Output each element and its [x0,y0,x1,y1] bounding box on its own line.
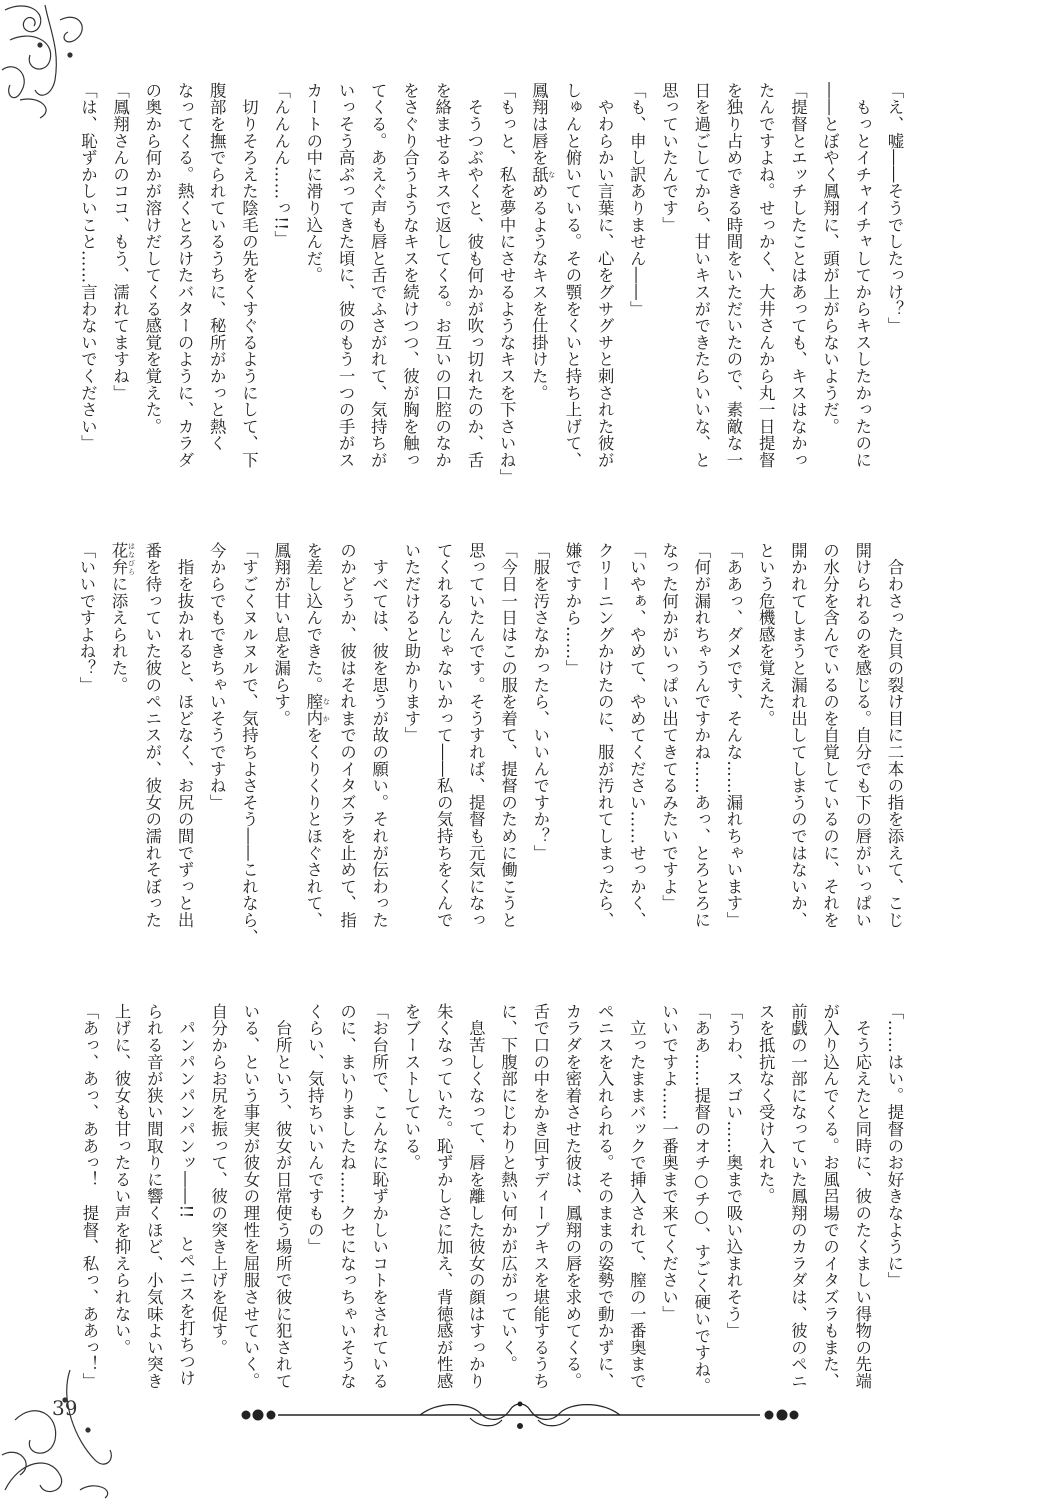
text-segment: 切りそろえた陰毛の先をくすぐるようにして、下 [239,82,259,469]
text-segment: 今からでもできちゃいそうですね」 [207,542,227,811]
text-line [330,1003,362,1443]
ruby-base: 膣内 [303,693,323,727]
text-segment: 「いいですよね？」 [76,542,96,694]
text-segment: そうつぶやくと、彼も何かが吹っ切れたのか、舌 [464,82,484,469]
text-segment: 「何が漏れちゃうんですかね……あっ、とろとろに [691,542,711,929]
text-line [813,542,845,982]
text-line [264,542,296,982]
text-segment: 開かれてしまうと漏れ出してしまうのではないか、 [788,542,808,929]
text-segment: 腹部を撫でられているうちに、秘所がかっと熱く [207,82,227,452]
text-line [878,542,910,982]
text-segment: 息苦しくなって、唇を離した彼女の顔はすっかり [466,1003,486,1390]
text-line [652,542,684,982]
text-segment: に、下腹部にじわりと熱い何かが広がっていく。 [498,1003,518,1373]
text-line [588,1003,620,1443]
text-segment: ――とぼやく鳳翔に、頭が上がらないようだ。 [820,82,840,435]
text-segment: 鳳翔は唇を [529,82,549,166]
text-line [685,542,717,982]
text-segment: 日を過ごしてから、甘いキスができたらいいな、と [691,82,711,469]
text-line [168,542,200,982]
text-segment: カートの中に滑り込んだ。 [303,82,323,284]
text-block-top [72,82,910,522]
text-segment: 指を抜かれると、ほどなく、お尻の間でずっと出 [175,542,195,929]
text-line [813,82,845,522]
text-segment: やわらかい言葉に、心をグサグサと刺された彼が [595,82,615,469]
text-segment: 「提督とエッチしたことはあっても、キスはなかっ [788,82,808,469]
text-line [363,1003,395,1443]
ruby-reading: な [547,166,556,183]
text-line [330,542,362,982]
text-line [202,1003,234,1443]
text-line [297,82,329,522]
text-segment: そう応えたと同時に、彼のたくましい得物の先端 [852,1003,872,1390]
text-segment: 嫌ですから……」 [562,542,582,677]
text-line [232,542,264,982]
text-segment: てくる。あえぐ声も唇と舌でふさがれて、気持ちが [368,82,388,469]
text-line [846,542,878,982]
text-block-bottom [72,1003,910,1443]
text-line [781,1003,813,1443]
text-segment: カラダを密着させた彼は、鳳翔の唇を求めてくる。 [562,1003,582,1390]
text-line [73,1003,105,1443]
text-line [266,1003,298,1443]
text-line [168,82,200,522]
text-line [70,542,102,982]
text-line [395,1003,427,1443]
ruby-base: 舐 [529,166,549,183]
text-segment: 鳳翔が甘い息を漏らす。 [271,542,291,727]
text-line [329,82,361,522]
text-segment: いいですよ……一番奥まで来てください」 [659,1003,679,1323]
text-line [459,542,491,982]
text-segment: しゅんと俯いている。その顎をくいと持ち上げて、 [562,82,582,469]
text-segment: 「あっ、あっ、ああっ！ 提督、私っ、ああっ！」 [79,1003,99,1390]
text-line [427,542,459,982]
text-segment: をくりくりとほぐされて、 [303,726,323,929]
text-segment: もっとイチャイチャしてからキスしたかったのに [852,82,872,469]
text-line [717,542,749,982]
text-line [717,82,749,522]
text-segment: 上げに、彼女も甘ったるい声を抑えられない。 [112,1003,132,1356]
text-line [588,542,620,982]
text-line [297,542,331,982]
text-line [490,82,522,522]
text-segment: すべては、彼を思うが故の願い。それが伝わった [369,542,389,929]
text-line [71,82,103,522]
text-line [393,82,425,522]
text-segment: 朱くなっていた。恥ずかしさに加え、背徳感が性感 [434,1003,454,1390]
text-line [749,82,781,522]
text-segment: スを抵抗なく受け入れた。 [756,1003,776,1205]
text-line [395,542,427,982]
text-segment: 「今日一日はこの服を着て、提督のために働こうと [498,542,518,929]
text-segment: めるようなキスを仕掛けた。 [529,182,549,402]
text-line [588,82,620,522]
text-line [878,82,910,522]
text-line [781,82,813,522]
text-line [458,82,490,522]
text-segment: 前戯の一部になっていた鳳翔のカラダは、彼のペニ [788,1003,808,1390]
text-line [459,1003,491,1443]
text-line [685,1003,717,1443]
text-segment: を絡ませるキスで返してくる。お互いの口腔のなか [432,82,452,469]
text-line [234,1003,266,1443]
text-line [846,82,878,522]
text-segment: 番を待っていた彼のペニスが、彼女の濡れそぼった [142,542,162,929]
text-line [878,1003,910,1443]
text-line [556,542,588,982]
text-segment: 立ったままバックで挿入されて、膣の一番奥まで [627,1003,647,1390]
ruby-reading: なか [322,693,331,727]
text-line [620,542,652,982]
text-line [361,82,393,522]
text-line [425,82,457,522]
text-line [363,542,395,982]
text-line [685,82,717,522]
text-line [781,542,813,982]
text-line [491,1003,523,1443]
text-segment: 「……はい。提督のお好きなように」 [885,1003,904,1289]
text-segment: 「もっと、私を夢中にさせるようなキスを下さいね」 [497,82,517,486]
text-segment: 「ああっ、ダメです、そんな……漏れちゃいます」 [723,542,743,929]
text-segment: 思っていたんです」 [659,82,679,234]
text-line [102,542,136,982]
text-segment: 「んんんん……っ!!」 [271,82,291,248]
text-segment: のかどうか、彼はそれまでのイタズラを止めて、指 [337,542,357,929]
text-line [846,1003,878,1443]
ruby-word [303,693,331,727]
text-segment: 「すごくヌルヌルで、気持ちよさそう――これなら、 [239,542,259,946]
text-line [136,82,168,522]
text-line [264,82,296,522]
text-segment: の水分を含んでいるのを自覚しているのに、それを [820,542,840,929]
text-line [105,1003,137,1443]
text-segment: を差し込んできた。 [303,542,323,694]
text-segment: 開けられるのを感じる。自分でも下の唇がいっぱい [852,542,872,929]
text-segment: いただけると助かります」 [401,542,421,744]
text-line [749,1003,781,1443]
text-segment: パンパンパンパンッ――!! とペニスを打ちつけ [176,1003,196,1387]
text-segment: 合わさった貝の裂け目に二本の指を添えて、こじ [885,542,904,929]
text-segment: 舌で口の中をかき回すディープキスを堪能するうち [530,1003,550,1390]
text-line [200,82,232,522]
text-line [652,82,684,522]
text-line [749,542,781,982]
text-line [524,542,556,982]
text-line [427,1003,459,1443]
text-line [620,1003,652,1443]
text-segment: 「ああ……提督のオチ○チ○、すごく硬いですね。 [691,1003,711,1395]
text-segment: いる、という事実が彼女の理性を屈服させていく。 [240,1003,260,1390]
text-segment: をさぐり合うようなキスを続けつつ、彼が胸を触っ [400,82,420,469]
text-segment: を独り占めできる時間をいただいたので、素敵な一 [723,82,743,469]
text-segment: 「いやぁ、やめて、やめてください……せっかく、 [627,542,647,929]
text-line [620,82,652,522]
text-segment: 「うわ、スゴい……奥まで吸い込まれそう」 [723,1003,743,1339]
text-segment: をブーストしている。 [401,1003,421,1171]
ruby-word [529,166,556,183]
page-number: 39 [52,1396,78,1420]
text-line [298,1003,330,1443]
text-block-middle [72,542,910,982]
text-line [169,1003,201,1443]
text-line [136,542,168,982]
text-segment: 「服を汚さなかったら、いいんですか？」 [530,542,550,862]
text-segment: くらい、気持ちいいんですもの」 [305,1003,325,1255]
text-segment: が入り込んでくる。お風呂場でのイタズラもまた、 [820,1003,840,1390]
text-line [200,542,232,982]
text-segment: 自分からお尻を振って、彼の突き上げを促す。 [208,1003,228,1356]
text-segment: 「は、恥ずかしいこと……言わないでください」 [78,82,98,452]
text-line [717,1003,749,1443]
text-segment: という危機感を覚えた。 [756,542,776,727]
text-line [556,1003,588,1443]
text-segment: 「鳳翔さんのココ、もう、濡れてますね」 [110,82,130,402]
text-line [103,82,135,522]
ruby-base: 花弁 [109,542,129,576]
text-line [232,82,264,522]
text-segment: に添えられた。 [109,575,129,694]
text-segment: のに、まいりましたね……クセになっちゃいそうな [337,1003,357,1390]
text-segment: ペニスを入れられる。そのままの姿勢で動かずに、 [595,1003,615,1390]
text-line [813,1003,845,1443]
text-segment: いっそう高ぶってきた頃に、彼のもう一つの手がス [336,82,356,469]
text-segment: られる音が狭い間取りに響くほど、小気味よい突き [144,1003,164,1390]
text-segment: 「も、申し訳ありません――」 [627,82,647,318]
text-line [522,82,556,522]
text-segment: 台所という、彼女が日常使う場所で彼に犯されて [273,1003,293,1390]
ruby-word [109,542,136,576]
text-segment: 「え、嘘――そうでしたっけ？」 [885,82,904,334]
text-line [137,1003,169,1443]
text-line [524,1003,556,1443]
text-segment: たんですよね。せっかく、大井さんから丸一日提督 [756,82,776,469]
text-segment: なってくる。熱くとろけたバターのように、カラダ [175,82,195,469]
text-segment: クリーニングかけたのに、服が汚れてしまったら、 [595,542,615,929]
ruby-reading: はなびら [127,542,136,576]
text-segment: てくれるんじゃないかって――私の気持ちをくんで [434,542,454,929]
text-segment: の奥から何かが溶けだしてくる感覚を覚えた。 [142,82,162,435]
text-line [652,1003,684,1443]
text-segment: 思っていたんです。そうすれば、提督も元気になっ [466,542,486,929]
text-line [556,82,588,522]
text-segment: なった何かがいっぱい出てきてるみたいですよ」 [659,542,679,912]
text-segment: 「お台所で、こんなに恥ずかしいコトをされている [369,1003,389,1390]
text-line [491,542,523,982]
